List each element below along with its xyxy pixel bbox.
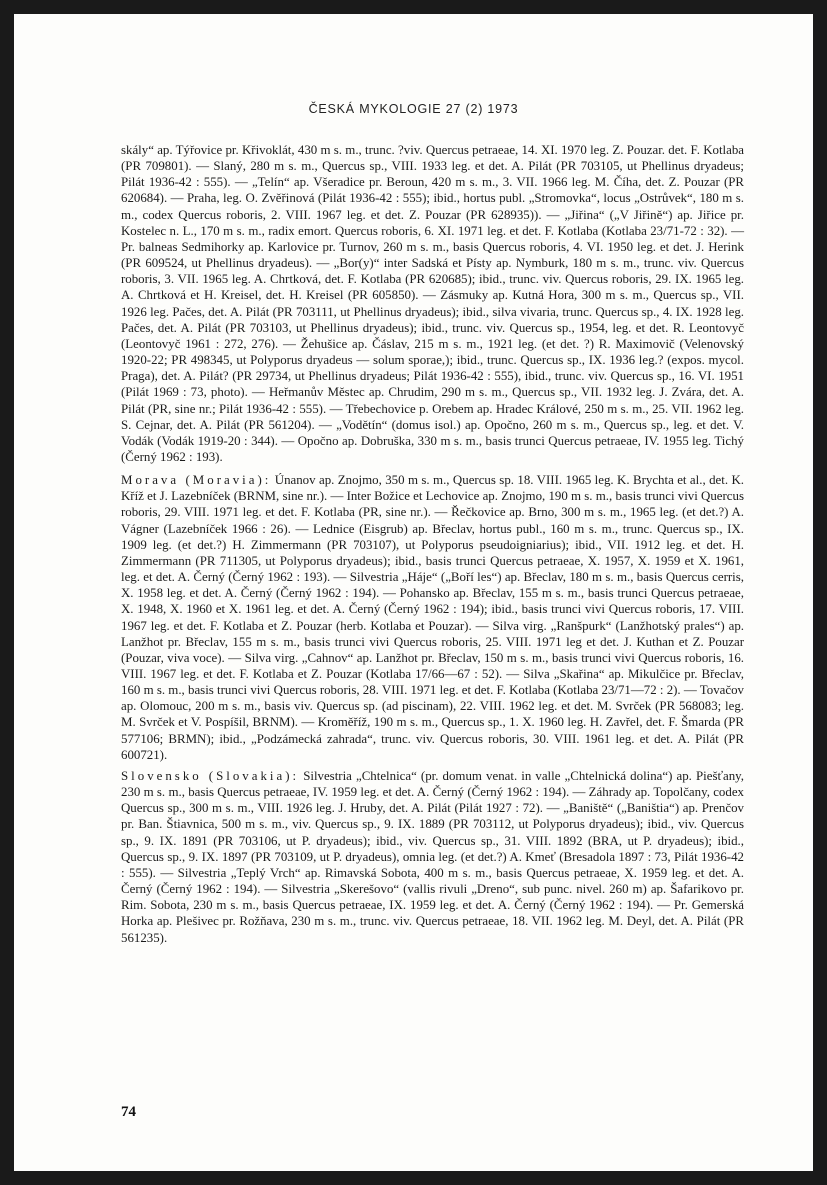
region-label-slovakia: Slovensko (Slovakia): — [121, 768, 300, 783]
page-number: 74 — [121, 1104, 136, 1120]
journal-page — [14, 14, 813, 1171]
slovakia-text: Silvestria „Chtelnica“ (pr. domum venat. in valle „Chtelnická dolina“) ap. Piešťany, 230 m s. m., basis Quercus petraeae, IV. 1959 leg. et det. A. Černý (Černý 1962 : 194). — Záhrady ap. Topolčany, codex Quercus sp., 300 m s. m., VIII. 1926 leg. J. Hruby, det. A. Pilát (Pilát 1927 : 72). — „Baniště“ („Baništia“) ap. Prenčov pr. Ban. Štiavnica, 500 m s. m., viv. Quercus sp., 9. IX. 1889 (PR 703112, ut Polyporus dryadeus); ibid., viv. Quercus sp., 9. IX. 1891 (PR 703106, ut P. dryadeus); ibid., viv. Quercus sp., 31. VIII. 1892 (BRA, ut P. dryadeus); ibid., Quercus sp., 9. IX. 1897 (PR 703109, ut P. dryadeus), omnia leg. (et det.?) A. Kmeť (Bresadola 1897 : 73, Pilát 1936-42 : 555). — Silvestria „Teplý Vrch“ ap. Rimavská Sobota, 400 m s. m., basis Quercus petraeae, X. 1959 leg. et det. A. Černý (Černý 1962 : 194). — Silvestria „Skerešovo“ (vallis rivuli „Dreno“, sub punc. nivel. 260 m) ap. Šafarikovo pr. Rim. Sobota, 230 m s. m., basis Quercus petraeae, IX. 1959 leg. et det. A. Černý (Černý 1962 : 194). — Pr. Gemerská Horka ap. Plešivec pr. Rožňava, 230 m s. m., trunc. viv. Quercus petraeae, 18. VII. 1962 leg. M. Deyl, det. A. Pilát (PR 561235). — [121, 768, 744, 945]
paragraph-slovakia — [121, 768, 744, 946]
paragraph-moravia — [121, 472, 744, 763]
running-header: ČESKÁ MYKOLOGIE 27 (2) 1973 — [308, 102, 519, 116]
moravia-text: Únanov ap. Znojmo, 350 m s. m., Quercus sp. 18. VIII. 1965 leg. K. Brychta et al., det. K. Kříž et J. Lazebníček (BRNM, sine nr.). — Inter Božice et Lechovice ap. Znojmo, 190 m s. m., basis trunci vivi Quercus roboris, 29. VIII. 1971 leg. et det. F. Kotlaba (PR, sine nr.). — Řečkovice ap. Brno, 300 m s. m., 1965 leg. (et det.?) A. Vágner (Lazebníček 1966 : 26). — Lednice (Eisgrub) ap. Břeclav, hortus publ., 160 m s. m., trunc. Quercus sp., IX. 1909 leg. (et det.?) H. Zimmermann (PR 703107), ut Polyporus pseudoigniarius); ibid., VII. 1912 leg. et det. H. Zimmermann (PR 711305, ut Polyporus dryadeus); ibid., basis trunci Quercus petraeae, X. 1957, X. 1959 et X. 1961, leg. et det. A. Černý (Černý 1962 : 193). — Silvestria „Háje“ („Boří les“) ap. Břeclav, 180 m s. m., basis Quercus cerris, X. 1958 leg. et det. A. Černý (Černý 1962 : 194). — Pohansko ap. Břeclav, 155 m s. m., basis trunci Quercus petraeae, X. 1948, X. 1960 et X. 1961 leg. et det. A. Černý (Černý 1962 : 194); ibid., basis trunci vivi Quercus roboris, 17. VIII. 1967 leg. et det. F. Kotlaba et Z. Pouzar (herb. Kotlaba et Pouzar). — Silva virg. „Ranšpurk“ (Lanžhotský prales“) ap. Lanžhot pr. Břeclav, 155 m s. m., basis trunci vivi Quercus roboris, 25. VIII. 1971 leg et det. J. Kuthan et Z. Pouzar (Pouzar, viva voce). — Silva virg. „Cahnov“ ap. Lanžhot pr. Břeclav, 150 m s. m., basis trunci vivi Quercus roboris, 16. VIII. 1967 leg. et det. F. Kotlaba et Z. Pouzar (Kotlaba 17/66—67 : 52). — Silva „Skařina“ ap. Mikulčice pr. Břeclav, 160 m s. m., basis trunci vivi Quercus roboris, 28. VIII. 1971 leg. et det. F. Kotlaba (Kotlaba 23/71—72 : 2). — Tovačov ap. Olomouc, 200 m s. m., basis viv. Quercus sp. (ad piscinam), 22. VIII. 1962 leg. et det. M. Svrček (PR 568083; leg. M. Svrček et V. Pospíšil, BRNM). — Kroměříž, 190 m s. m., Quercus sp., 1. X. 1960 leg. H. Zavřel, det. F. Šmarda (PR 577106; BRMN); ibid., „Podzámecká zahrada“, trunc. viv. Quercus roboris, 30. VIII. 1961 leg. et det. A. Pilát (PR 600721). — [121, 473, 744, 762]
region-label-moravia: Morava (Moravia): — [121, 473, 272, 488]
paragraph-bohemia: skály“ ap. Týřovice pr. Křivoklát, 430 m s. m., trunc. ?viv. Quercus petraeae, 14. XI. 1970 leg. Z. Pouzar. det. F. Kotlaba (PR 709801). — Slaný, 280 m s. m., Quercus sp., VIII. 1933 leg. et det. A. Pilát (PR 703105, ut Phellinus dryadeus; Pilát 1936-42 : 555). — „Telín“ ap. Všeradice pr. Beroun, 420 m s. m., 3. VII. 1966 leg. M. Číha, det. Z. Pouzar (PR 620684). — Praha, leg. O. Zvěřinová (Pilát 1936-42 : 555); ibid., hortus publ. „Stromovka“, locus „Ostrůvek“, 180 m s. m., codex Quercus roboris, 2. VIII. 1967 leg. et det. Z. Pouzar (PR 628935)). — „Jiřina“ („V Jiřině“) ap. Jiřice pr. Kostelec n. L., 170 m s. m., radix emort. Quercus roboris, 6. XI. 1971 leg. et det. F. Kotlaba (Kotlaba 23/71-72 : 32). — Pr. balneas Sedmihorky ap. Karlovice pr. Turnov, 260 m s. m., basis Quercus roboris, 4. VI. 1950 leg. et det. J. Herink (PR 609524, ut Phellinus dryadeus). — „Bor(y)“ inter Sadská et Písty ap. Nymburk, 180 m s. m., trunc. viv. Quercus roboris, 3. VII. 1965 leg. A. Chrtková, det. F. Kotlaba (PR 620685); ibid., trunc. viv. Quercus roboris, 29. IX. 1965 leg. A. Chrtková et H. Kreisel, det. H. Kreisel (PR 605850). — Zásmuky ap. Kutná Hora, 300 m s. m., Quercus sp., VII. 1926 leg. Pačes, det. A. Pilát (PR 703111, ut Phellinus dryadeus); ibid., silva vivaria, trunc. Quercus sp., 4. IX. 1928 leg. Pačes, det. A. Pilát (PR 703103, ut Phellinus dryadeus); ibid., trunc. viv. Quercus sp., 1954, leg. et det. R. Leontovyč (Leontovyč 1961 : 272, 276). — Žehušice ap. Čáslav, 215 m s. m., 1921 leg. (et det. ?) R. Maximovič (Velenovský 1920-22; PR 498345, ut Polyporus dryadeus — solum sporae,); ibid., trunc. Quercus sp., IX. 1936 leg.? (expos. mycol. Praga), det. A. Pilát? (PR 29734, ut Phellinus dryadeus; Pilát 1936-42 : 555), ibid., trunc. viv. Quercus sp., 16. VI. 1951 (Pilát 1969 : 73, photo). — Heřmanův Městec ap. Chrudim, 290 m s. m., Quercus sp., VII. 1932 leg. J. Zvára, det. A. Pilát (PR, sine nr.; Pilát 1936-42 : 555). — Třebechovice p. Orebem ap. Hradec Králové, 250 m s. m., 25. VII. 1962 leg. S. Cejnar, det. A. Pilát (PR 561204). — „Vodětín“ (domus isol.) ap. Opočno, 260 m s. m., Quercus sp., leg. et det. V. Vodák (Vodák 1919-20 : 344). — Opočno ap. Dobruška, 330 m s. m., basis trunci Quercus petraeae, IV. 1955 leg. Tichý (Černý 1962 : 193). — [121, 143, 744, 464]
page-body — [121, 142, 744, 951]
